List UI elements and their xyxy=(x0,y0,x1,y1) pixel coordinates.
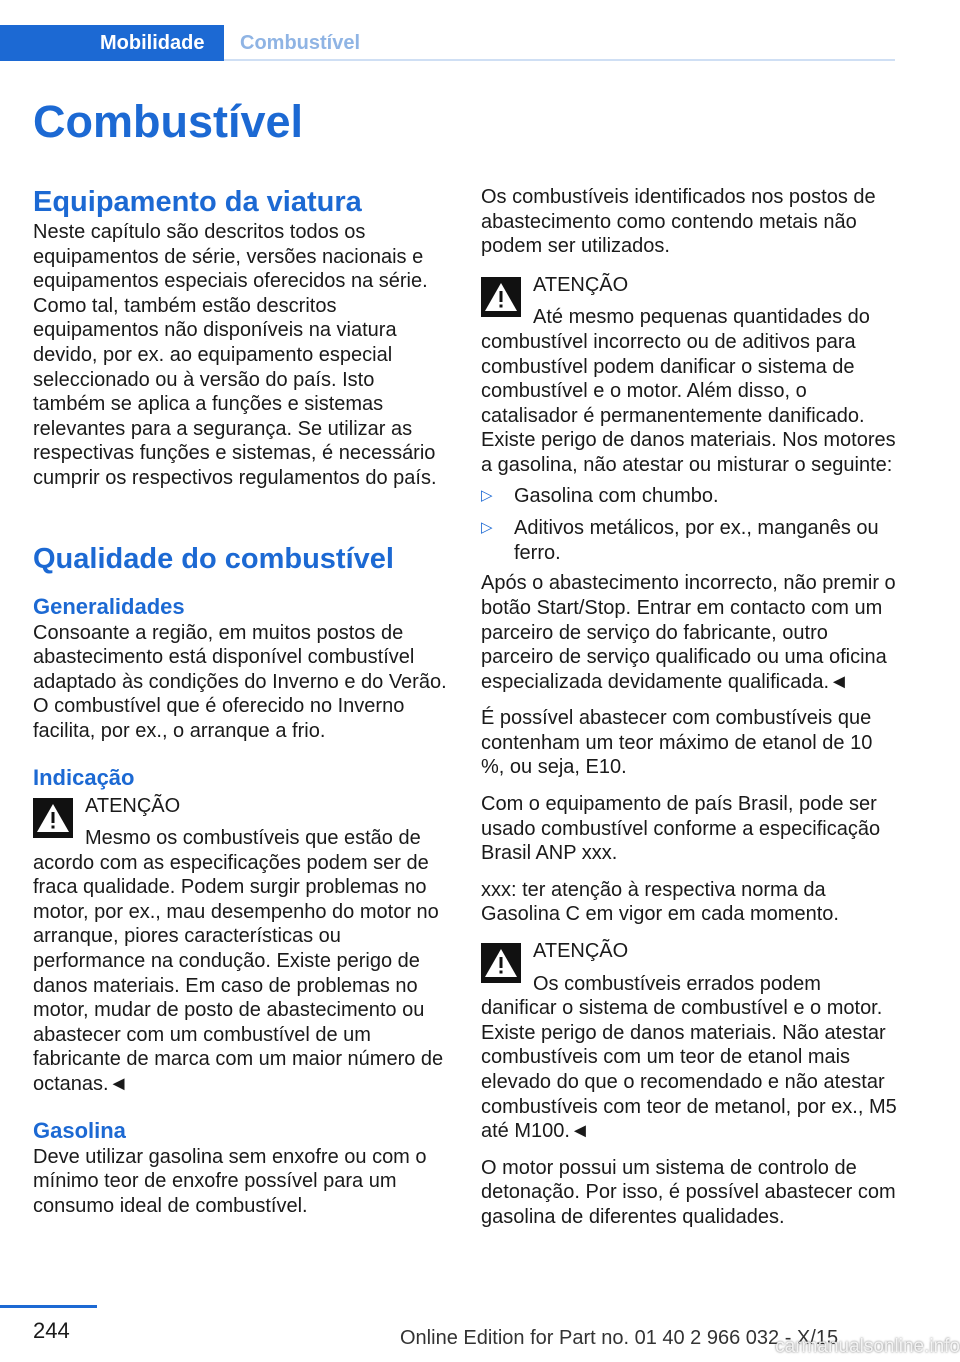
warning-triangle-icon xyxy=(481,277,521,317)
right-column xyxy=(481,185,899,1230)
warning-label: ATENÇÃO xyxy=(533,940,629,963)
warning-label: ATENÇÃO xyxy=(85,794,181,817)
heading-gasolina: Gasolina xyxy=(33,1117,126,1143)
bullet-list xyxy=(481,484,899,566)
paragraph-xxx: xxx: ter atenção à respectiva norma da Gasolina C em vigor em cada momento. xyxy=(481,878,839,926)
left-column xyxy=(33,184,451,1218)
page-number: 244 xyxy=(33,1318,70,1343)
list-item-text: Gasolina com chumbo. xyxy=(514,484,719,507)
list-item xyxy=(481,516,899,565)
warning-box xyxy=(481,939,899,1144)
paragraph-equipamento: Neste capítulo são descritos todos os equipamentos de série, versões nacionais e equipamentos especiais oferecidos na série. Como tal, também estão descritos equipamentos não disponíveis na viatura devido, por ex. ao equipamento especial seleccionado ou à versão do país. Isto também se aplica a funções e sistemas relevantes para a segurança. Se utilizar as respectivas funções e sistemas, é necessário cumprir os respectivos regulamentos do país. xyxy=(33,221,437,489)
paragraph-motor: O motor possui um sistema de controlo de detonação. Por isso, é possível abastecer com gasolina de diferentes qualidades. xyxy=(481,1156,896,1228)
paragraph-brasil: Com o equipamento de país Brasil, pode ser usado combustível conforme a especificação Brasil ANP xxx. xyxy=(481,793,881,865)
warning-text: Os combustíveis errados podem danificar o sistema de combustível e o motor. Existe perigo de danos materiais. Não atestar combustíveis com um teor de etanol mais elevado do que o recomendado e não atestar combustíveis com teor de metanol, por ex., M5 até M100.◄ xyxy=(481,972,897,1143)
warning-triangle-icon xyxy=(33,798,73,838)
warning-label: ATENÇÃO xyxy=(533,273,629,296)
header-divider xyxy=(224,59,895,61)
paragraph-etanol: É possível abastecer com combustíveis que contenham um teor máximo de etanol de 10 %, ou seja, E10. xyxy=(481,707,873,779)
triangle-bullet-icon: ▷ xyxy=(481,519,493,537)
edition-footer: Online Edition for Part no. 01 40 2 966 032 - X/15 xyxy=(400,1327,839,1349)
chapter-header xyxy=(0,25,895,61)
list-item-text: Aditivos metálicos, por ex., manganês ou ferro. xyxy=(514,517,879,564)
list-item xyxy=(481,484,899,509)
heading-equipamento: Equipamento da viatura xyxy=(33,186,362,218)
heading-qualidade: Qualidade do combustível xyxy=(33,542,394,575)
paragraph-apos: Após o abastecimento incorrecto, não premir o botão Start/Stop. Entrar em contacto com um parceiro de serviço do fabricante, outro parceiro de serviço qualificado ou uma oficina especializada devidamente qualificada.◄ xyxy=(481,572,896,693)
heading-generalidades: Generalidades xyxy=(33,593,185,619)
paragraph-generalidades: Consoante a região, em muitos postos de abastecimento está disponível combustível adaptado às condições do Inverno e do Verão. O combustível que é oferecido no Inverno facilita, por ex., o arranque a frio. xyxy=(33,621,447,742)
heading-indicacao: Indicação xyxy=(33,764,135,790)
paragraph-metais: Os combustíveis identificados nos postos de abastecimento como contendo metais não podem ser utilizados. xyxy=(481,186,876,258)
page-number-rule xyxy=(0,1305,97,1308)
page-title: Combustível xyxy=(33,96,304,147)
triangle-bullet-icon: ▷ xyxy=(481,486,493,504)
warning-text: Até mesmo pequenas quantidades do combustível incorrecto ou de aditivos para combustível podem danificar o sistema de combustível e o motor. Além disso, o catalisador é permanentemente danificado. Existe perigo de danos materiais. Nos motores a gasolina, não atestar ou misturar o seguinte: xyxy=(481,306,896,476)
warning-box xyxy=(33,794,451,1097)
chapter-tab-mobilidade[interactable]: Mobilidade xyxy=(0,25,224,61)
warning-text: Mesmo os combustíveis que estão de acordo com as especificações podem ser de fraca qualidade. Podem surgir problemas no motor, por ex., mau desempenho do motor no arranque, piores características ou performance na condução. Existe perigo de danos materiais. Em caso de problemas no motor, mudar de posto de abastecimento ou abastecer com um combustível de um fabricante de marca com um maior número de octanas.◄ xyxy=(33,827,444,1096)
watermark-text: carmanualsonline.info xyxy=(775,1336,960,1357)
warning-triangle-icon xyxy=(481,943,521,983)
warning-box xyxy=(481,273,899,478)
section-tab-combustivel[interactable]: Combustível xyxy=(240,32,361,54)
paragraph-gasolina: Deve utilizar gasolina sem enxofre ou com o mínimo teor de enxofre possível para um consumo ideal de combustível. xyxy=(33,1145,427,1217)
